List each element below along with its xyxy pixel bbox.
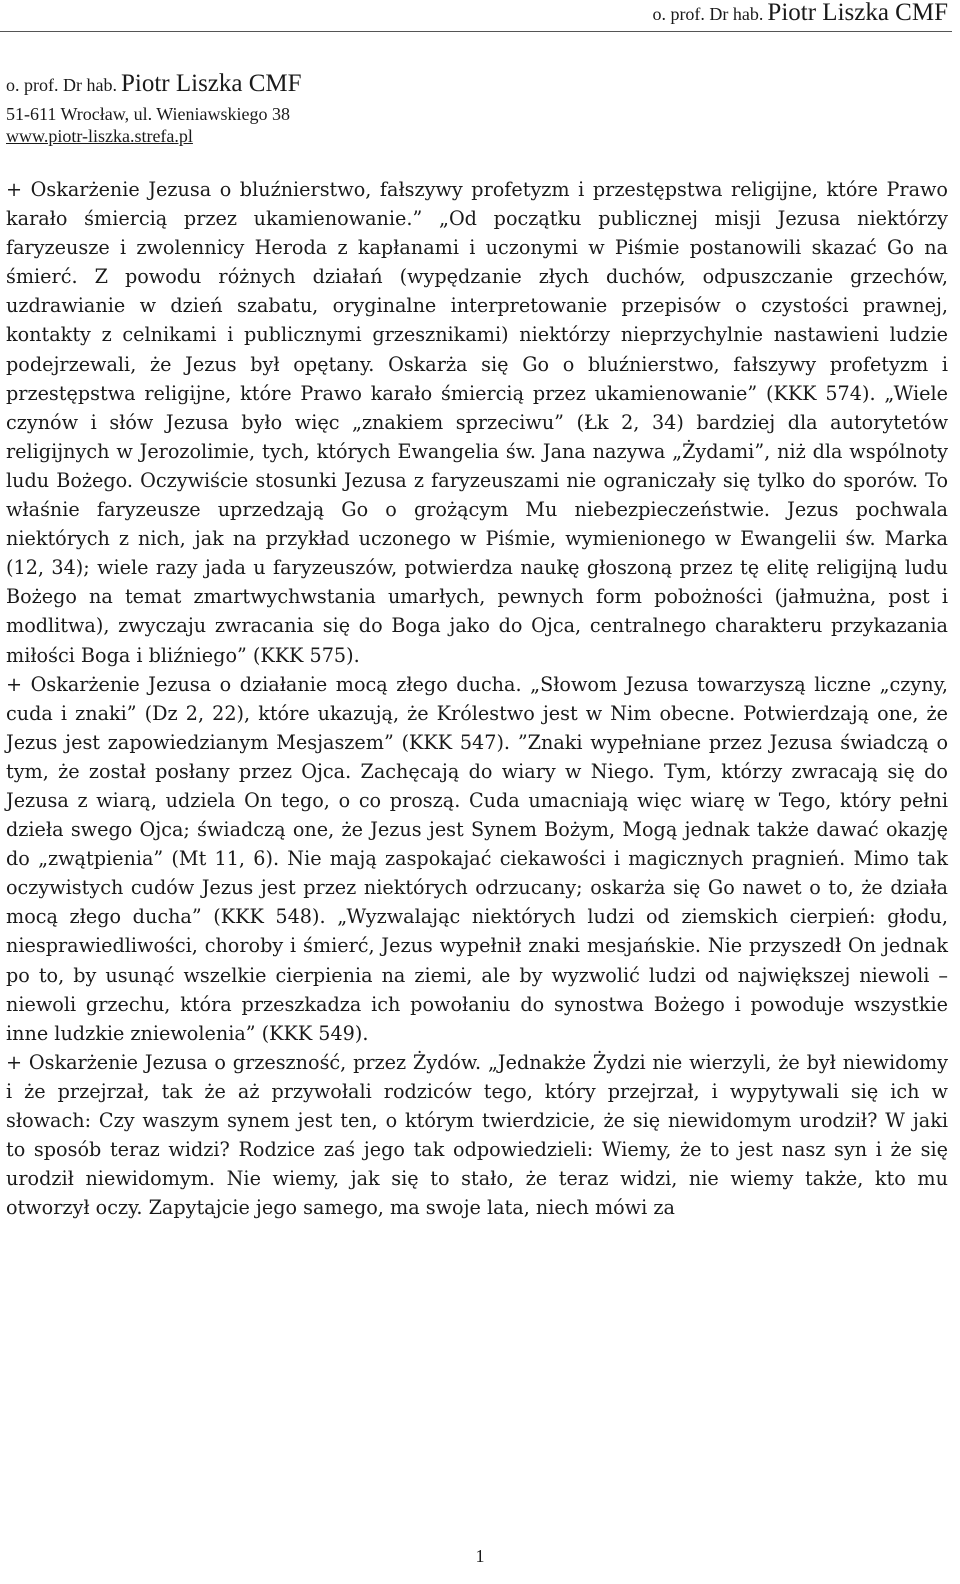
page-number: 1 <box>475 1546 485 1566</box>
paragraph-sinfulness: + Oskarżenie Jezusa o grzeszność, przez Żydów. „Jednakże Żydzi nie wierzyli, że był niewidomy i że przejrzał, tak że aż przywołali rodziców tego, który przejrzał, i wypytywali się ich w słowach: Czy waszym synem jest ten, o którym twierdzicie, że się niewidomym urodził? W jaki to sposób teraz widzi? Rodzice zaś jego tak odpowiedzieli: Wiemy, że to jest nasz syn i że się urodził niewidomym. Nie wiemy, jak się to stało, że teraz widzi, nie wiemy także, kto mu otworzył oczy. Zapytajcie jego samego, ma swoje lata, niech mówi za <box>6 1050 948 1220</box>
author-website-link[interactable]: www.piotr-liszka.strefa.pl <box>6 126 193 146</box>
author-name: Piotr Liszka CMF <box>120 70 302 97</box>
header-name: Piotr Liszka CMF <box>767 0 948 26</box>
author-title-line <box>6 68 302 103</box>
header-divider <box>0 31 952 32</box>
author-block <box>6 68 302 147</box>
paragraph-evil-spirit: + Oskarżenie Jezusa o działanie mocą złego ducha. „Słowom Jezusa towarzyszą liczne „czyny, cuda i znaki” (Dz 2, 22), które ukazują, że Królestwo jest w Nim obecne. Potwierdzają one, że Jezus jest zapowiedzianym Mesjaszem” (KKK 547). ”Znaki wypełniane przez Jezusa świadczą o tym, że został posłany przez Ojca. Zachęcają do wiary w Niego. Tym, którzy zwracają się do Jezusa z wiarą, udziela On tego, o co proszą. Cuda umacniają więc wiarę w Tego, który pełni dzieła swego Ojca; świadczą one, że Jezus jest Synem Bożym, Mogą jednak także dawać okazję do „zwątpienia” (Mt 11, 6). Nie mają zaspokajać ciekawości i magicznych pragnień. Mimo tak oczywistych cudów Jezus jest przez niektórych odrzucany; oskarża się Go nawet o to, że działa mocą złego ducha” (KKK 548). „Wyzwalając niektórych ludzi od ziemskich cierpień: głodu, niesprawiedliwości, choroby i śmierć, Jezus wypełnił znaki mesjańskie. Nie przyszedł On jednak po to, by usunąć wszelkie cierpienia na ziemi, ale by wyzwolić ludzi od największej niewoli – niewoli grzechu, która przeszkadza ich powołaniu do synostwa Bożego i powoduje wszystkie inne ludzkie zniewolenia” (KKK 549). <box>6 672 948 1045</box>
author-prefix: o. prof. Dr hab. <box>6 75 117 95</box>
document-body <box>6 175 948 1222</box>
running-header <box>652 0 948 30</box>
paragraph-blasphemy: + Oskarżenie Jezusa o bluźnierstwo, fałszywy profetyzm i przestępstwa religijne, które Prawo karało śmiercią przez ukamienowanie.” „Od początku publicznej misji Jezusa niektórzy faryzeusze i zwolennicy Heroda z kapłanami i uczonymi w Piśmie postanowili skazać Go na śmierć. Z powodu różnych działań (wypędzanie złych duchów, odpuszczanie grzechów, uzdrawianie w dzień szabatu, oryginalne interpretowanie przepisów o czystości prawnej, kontakty z celnikami i publicznymi grzesznikami) niektórzy nieprzychylnie nastawieni ludzie podejrzewali, że Jezus był opętany. Oskarża się Go o bluźnierstwo, fałszywy profetyzm i przestępstwa religijne, które Prawo karało śmiercią przez ukamienowanie” (KKK 574). „Wiele czynów i słów Jezusa było więc „znakiem sprzeciwu” (Łk 2, 34) bardziej dla autorytetów religijnych w Jerozolimie, tych, których Ewangelia św. Jana nazywa „Żydami”, niż dla wspólnoty ludu Bożego. Oczywiście stosunki Jezusa z faryzeuszami nie ograniczały się tylko do sporów. To właśnie faryzeusze uprzedzają Go o grożącym Mu niebezpieczeństwie. Jezus pochwala niektórych z nich, jak na przykład uczonego w Piśmie, wymienionego w Ewangelii św. Marka (12, 34); wiele razy jada u faryzeuszów, potwierdza naukę głoszoną przez tę elitę religijną ludu Bożego na temat zmartwychwstania umarłych, pewnych form pobożności (jałmużna, post i modlitwa), zwyczaju zwracania się do Boga jako do Ojca, centralnego charakteru przykazania miłości Boga i bliźniego” (KKK 575). <box>6 178 948 667</box>
header-prefix: o. prof. Dr hab. <box>652 4 764 24</box>
author-address: 51-611 Wrocław, ul. Wieniawskiego 38 <box>6 104 290 124</box>
